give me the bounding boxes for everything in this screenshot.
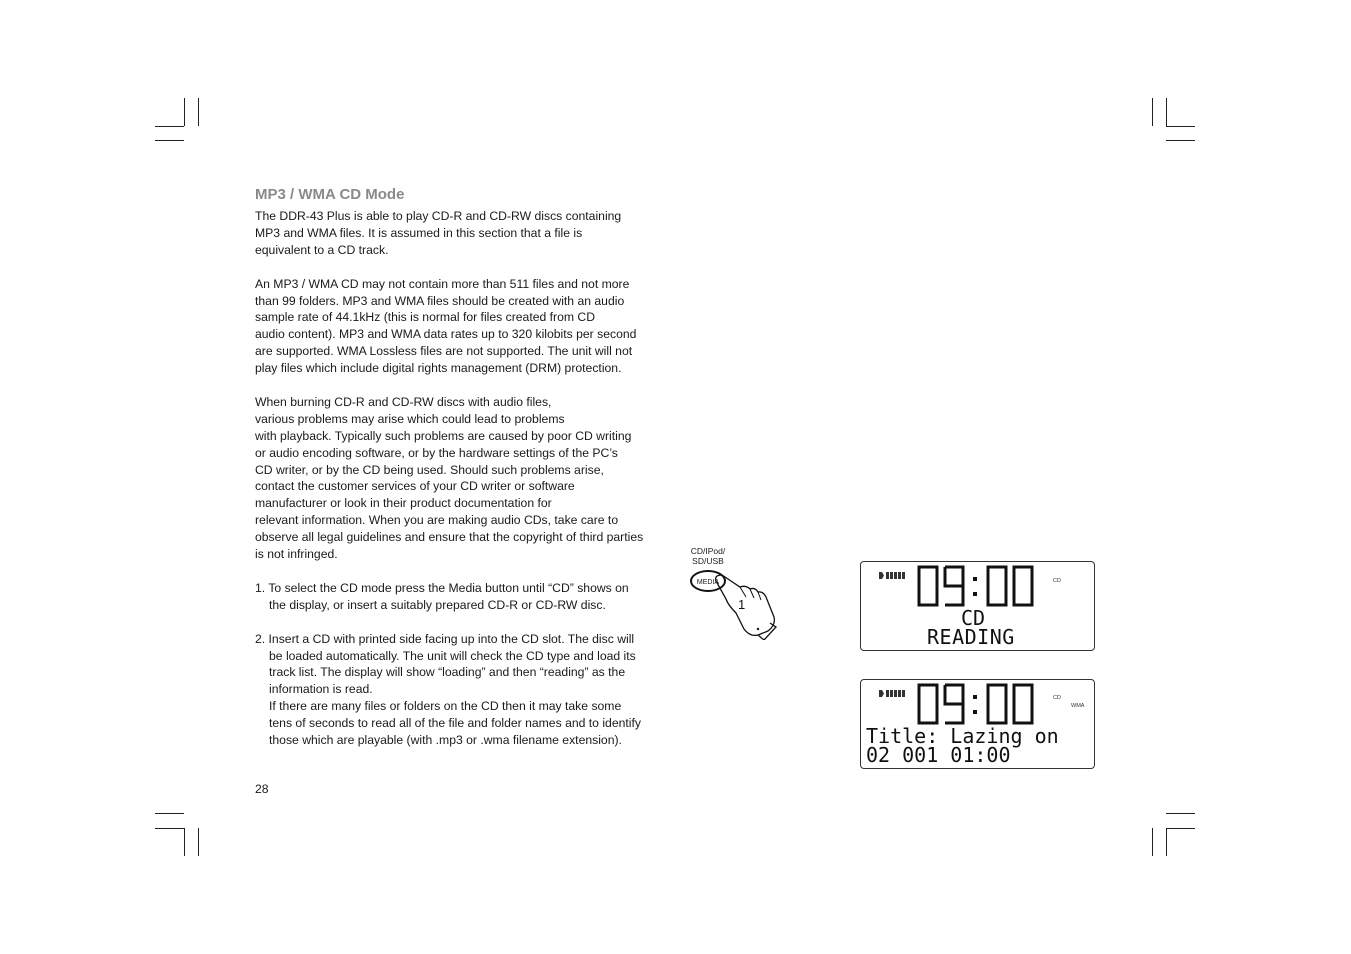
step-2-line: If there are many files or folders on the CD then it may take some xyxy=(269,699,622,714)
body-line: CD writer, or by the CD being used. Should such problems arise, xyxy=(255,462,604,477)
crop-mark xyxy=(155,813,184,814)
media-button-label-line: SD/USB xyxy=(692,556,724,566)
body-line: When burning CD-R and CD-RW discs with audio files, xyxy=(255,394,552,409)
body-line: with playback. Typically such problems are caused by poor CD writing xyxy=(255,428,632,443)
body-line: or audio encoding software, or by the hardware settings of the PC’s xyxy=(255,445,618,460)
crop-mark xyxy=(198,828,199,856)
lcd-line-1: CD xyxy=(961,606,986,630)
step-2-line: those which are playable (with .mp3 or .wma filename extension). xyxy=(269,733,622,748)
lcd-clock xyxy=(916,682,1041,726)
crop-mark xyxy=(1166,813,1195,814)
body-line: is not infringed. xyxy=(255,547,338,562)
body-line: observe all legal guidelines and ensure that the copyright of third parties xyxy=(255,530,644,545)
page-number: 28 xyxy=(255,782,269,796)
wma-indicator: WMA xyxy=(1071,703,1085,709)
body-line: various problems may arise which could lead to problems xyxy=(255,411,565,426)
crop-mark xyxy=(155,828,184,829)
step-2-line: information is read. xyxy=(269,682,373,697)
body-line: play files which include digital rights management (DRM) protection. xyxy=(255,361,622,376)
step-2-line: tens of seconds to read all of the file and folder names and to identify xyxy=(269,716,641,731)
lcd-line-2: 02 001 01:00 xyxy=(866,743,1011,767)
lcd-display-track xyxy=(860,679,1095,769)
crop-mark xyxy=(184,828,185,856)
crop-mark xyxy=(155,126,184,127)
media-button-label xyxy=(683,546,733,566)
step-2-line: be loaded automatically. The unit will check the CD type and load its xyxy=(269,648,636,663)
body-line: An MP3 / WMA CD may not contain more than 511 files and not more xyxy=(255,276,630,291)
media-button[interactable]: MEDIA xyxy=(690,570,726,592)
body-line: MP3 and WMA files. It is assumed in this section that a file is xyxy=(255,225,583,240)
lcd-line-1: Title: Lazing on xyxy=(866,724,1059,748)
body-line: sample rate of 44.1kHz (this is normal for files created from CD xyxy=(255,310,596,325)
crop-mark xyxy=(198,98,199,126)
crop-mark xyxy=(1166,98,1167,126)
body-line: relevant information. When you are making audio CDs, take care to xyxy=(255,513,619,528)
step-2-line: 2. Insert a CD with printed side facing up into the CD slot. The disc will xyxy=(255,631,635,646)
body-line: are supported. WMA Lossless files are not supported. The unit will not xyxy=(255,344,633,359)
lcd-display-reading xyxy=(860,561,1095,651)
body-line: than 99 folders. MP3 and WMA files should be created with an audio xyxy=(255,293,625,308)
signal-battery-icon xyxy=(878,571,906,580)
crop-mark xyxy=(184,98,185,126)
signal-battery-icon xyxy=(878,689,906,698)
crop-mark xyxy=(1152,828,1153,856)
crop-mark xyxy=(1166,828,1167,856)
crop-mark xyxy=(1152,98,1153,126)
media-button-label-line: CD/IPod/ xyxy=(690,546,726,556)
section-title: MP3 / WMA CD Mode xyxy=(255,186,405,203)
body-line: manufacturer or look in their product documentation for xyxy=(255,496,552,511)
step-1-line: the display, or insert a suitably prepared CD-R or CD-RW disc. xyxy=(269,597,606,612)
cd-indicator: CD xyxy=(1053,695,1061,701)
cd-indicator: CD xyxy=(1053,578,1061,584)
crop-mark xyxy=(1166,140,1195,141)
step-number: 1 xyxy=(738,597,746,612)
crop-mark xyxy=(1166,828,1195,829)
body-text xyxy=(255,208,670,749)
crop-mark xyxy=(155,140,184,141)
lcd-clock xyxy=(916,564,1041,608)
lcd-line-2: READING xyxy=(927,625,1015,649)
step-1-line: 1. To select the CD mode press the Media button until “CD” shows on xyxy=(255,580,629,595)
body-line: The DDR-43 Plus is able to play CD-R and CD-RW discs containing xyxy=(255,209,622,223)
body-line: audio content). MP3 and WMA data rates up to 320 kilobits per second xyxy=(255,327,637,342)
step-2-line: track list. The display will show “loading” and then “reading” as the xyxy=(269,665,626,680)
body-line: contact the customer services of your CD writer or software xyxy=(255,479,575,494)
crop-mark xyxy=(1166,126,1195,127)
body-line: equivalent to a CD track. xyxy=(255,242,389,257)
